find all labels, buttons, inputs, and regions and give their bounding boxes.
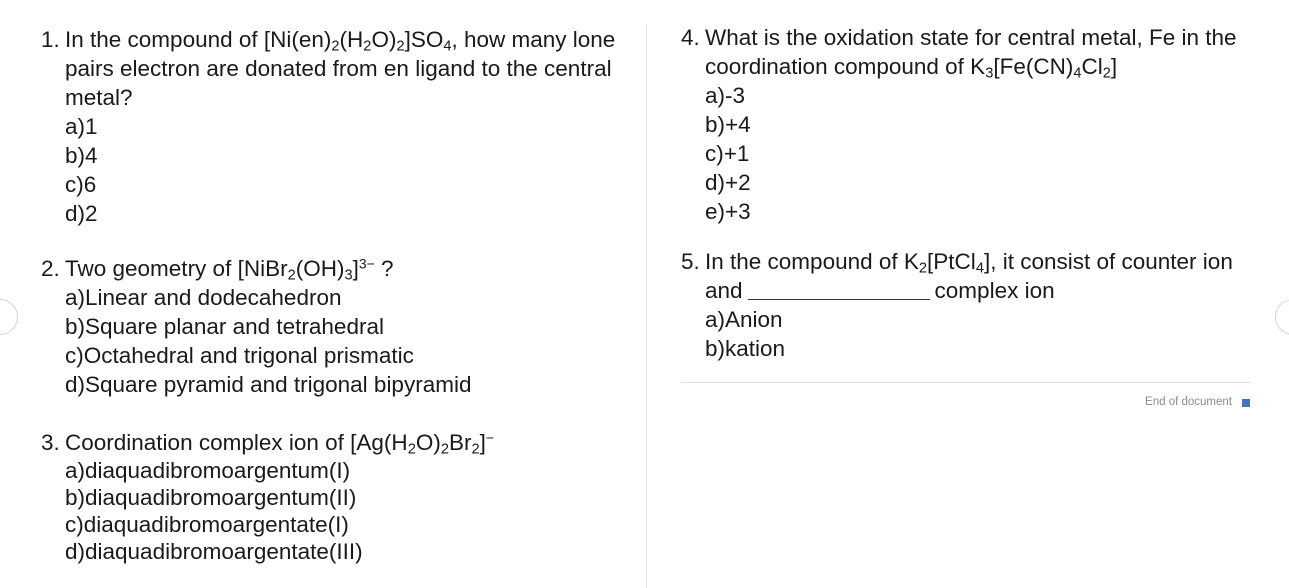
option-d[interactable]: d)diaquadibromoargentate(III) [65,539,363,564]
question-number: 1. [41,27,60,52]
option-d[interactable]: d)Square pyramid and trigonal bipyramid [65,372,472,397]
question-4 [681,23,1241,226]
end-of-document-rule [681,382,1251,383]
question-number: 3. [41,430,60,455]
option-b[interactable]: b)kation [705,336,786,361]
question-stem: Two geometry of $[NiBr_2(OH)_3]^{3-}$ ? [65,255,394,284]
option-a[interactable]: a)1 [65,114,98,139]
option-b[interactable]: b)Square planar and tetrahedral [65,314,384,339]
question-stem: In the compound of $[Ni(en)_2(H_2O)_2]SO_4$, how many lone pairs electron are donated from en ligand to the central metal? [65,27,616,110]
question-stem: What is the oxidation state for central metal, Fe in the coordination compound of $K_3[Fe(CN)_4Cl_2]$ [705,25,1237,82]
question-stem: Coordination complex ion of $[Ag(H_2O)_2Br_2]^-$ [65,429,495,458]
question-stem: In the compound of $K_2[PtCl_4]$, it consist of counter ion and complex ion [705,249,1233,303]
question-number: 2. [41,256,60,281]
column-divider [646,24,647,588]
option-a[interactable]: a)diaquadibromoargentum(I) [65,458,351,483]
question-2 [41,254,471,399]
question-3 [41,428,494,565]
question-1 [41,25,621,228]
option-a[interactable]: a)Anion [705,307,783,332]
option-c[interactable]: c)diaquadibromoargentate(I) [65,512,349,537]
question-number: 4. [681,25,700,50]
option-d[interactable]: d)2 [65,201,98,226]
option-d[interactable]: d)+2 [705,170,751,195]
option-b[interactable]: b)4 [65,143,98,168]
option-b[interactable]: b)+4 [705,112,751,137]
option-c[interactable]: c)Octahedral and trigonal prismatic [65,343,414,368]
question-5 [681,247,1241,363]
question-number: 5. [681,249,700,274]
option-a[interactable]: a)-3 [705,83,746,108]
option-b[interactable]: b)diaquadibromoargentum(II) [65,485,357,510]
option-c[interactable]: c)+1 [705,141,750,166]
previous-page-icon[interactable] [0,299,18,335]
next-page-icon[interactable] [1275,299,1289,335]
end-of-document-label: End of document [1145,396,1232,408]
option-c[interactable]: c)6 [65,172,97,197]
option-e[interactable]: e)+3 [705,199,751,224]
option-a[interactable]: a)Linear and dodecahedron [65,285,342,310]
end-marker-icon [1242,399,1250,407]
fill-in-blank[interactable] [748,279,930,300]
